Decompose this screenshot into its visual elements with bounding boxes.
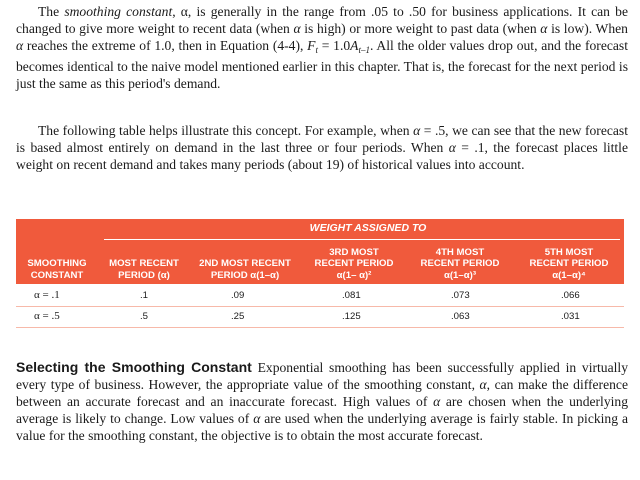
header-5th-most-recent: 5TH MOST RECENT PERIOD α(1–α)⁴ — [529, 246, 609, 281]
term-smoothing-constant: smoothing constant — [64, 4, 173, 19]
group-divider — [104, 239, 620, 240]
table-row — [16, 286, 624, 307]
cell-value: .09 — [231, 290, 245, 301]
header-2nd-most-recent: 2ND MOST RECENT PERIOD α(1–α) — [199, 258, 291, 281]
header-4th-most-recent: 4TH MOST RECENT PERIOD α(1–α)³ — [420, 246, 500, 281]
cell-value: .073 — [451, 290, 470, 301]
cell-value: .066 — [561, 290, 580, 301]
header-smoothing-constant: SMOOTHING CONSTANT — [27, 258, 87, 281]
cell-value: .1 — [140, 290, 149, 301]
cell-value: .081 — [342, 290, 361, 301]
group-title: WEIGHT ASSIGNED TO — [309, 222, 427, 234]
cell-constant: α = .1 — [34, 289, 60, 301]
weight-table — [16, 219, 624, 328]
cell-value: .25 — [231, 311, 245, 322]
cell-value: .125 — [342, 311, 361, 322]
table-header-band — [16, 219, 624, 284]
table-row — [16, 307, 624, 328]
paragraph-selecting-constant: Selecting the Smoothing Constant Exponential smoothing has been successfully applied in virtually every type of business. However, the appropriate value of the smoothing constant, α, can make the difference between an accurate forecast and an inaccurate forecast. High values of α are chosen when the underlying average is likely to change. Low values of α are used when the underlying average is fairly stable. In picking a value for the smoothing constant, the objective is to obtain the most accurate forecast. — [16, 359, 628, 443]
cell-value: .5 — [140, 311, 149, 322]
section-heading: Selecting the Smoothing Constant — [16, 359, 252, 375]
paragraph-smoothing-constant: The smoothing constant, α, is generally in the range from .05 to .50 for business applications. It can be changed to give more weight to recent data (when α is high) or more weight to past data (when α is low). When α reaches the extreme of 1.0, then in Equation (4-4), $F_t = 1.0A_{t-1}$. All the older values drop out, and the forecast becomes identical to the naive model mentioned earlier in this chapter. That is, the forecast for the next period is just the same as this period's demand. — [16, 4, 628, 91]
header-most-recent: MOST RECENT PERIOD (α) — [109, 258, 179, 281]
paragraph-table-intro: The following table helps illustrate this concept. For example, when α = .5, we can see that the new forecast is based almost entirely on demand in the last three or four periods. When α = .1, the forecast places little weight on recent demand and takes many periods (about 19) of historical values into account. — [16, 123, 628, 172]
cell-value: .063 — [451, 311, 470, 322]
cell-value: .031 — [561, 311, 580, 322]
cell-constant: α = .5 — [34, 310, 60, 322]
header-3rd-most-recent: 3RD MOST RECENT PERIOD α(1– α)² — [314, 246, 394, 281]
